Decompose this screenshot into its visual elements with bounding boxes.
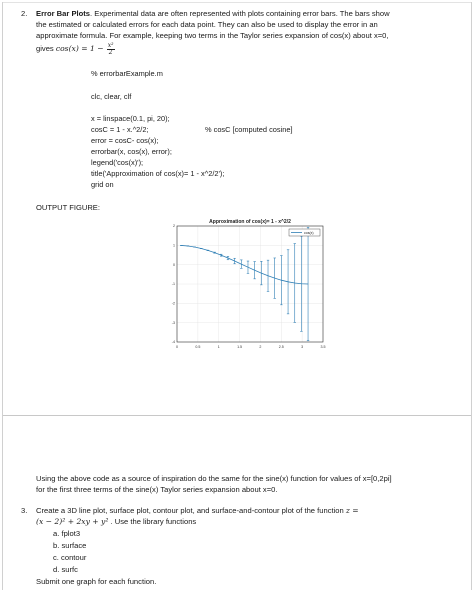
task-line-2: for the first three terms of the sine(x) Taylor series expansion about x=0. [36,485,278,494]
x-tick-label: 2 [259,345,262,349]
question-2-intro-line-1: Error Bar Plots. Experimental data are often represented with plots containing error bars. The bars show [36,9,390,18]
x-tick-label: 0 [176,345,178,349]
question-3-line-2: (x − 2)² + 2xy + y² . Use the library functions [36,517,197,526]
x-tick-label: 3.5 [320,345,326,349]
x-tick-label: 1 [217,345,220,349]
code-grid: grid on [91,180,114,189]
x-tick-label: 0.5 [195,345,201,349]
code-title: title('Approximation of cos(x)= 1 - x^2/2'); [91,169,225,178]
code-errorbar: errorbar(x, cos(x), error); [91,147,172,156]
y-tick-label: -2 [171,301,175,306]
question-2-formula-line: gives cos(x) = 1 − $\frac{\text{x²}}{2}$ [36,41,114,56]
code-cosc: cosC = 1 - x.^2/2; [91,125,149,134]
chart-title: Approximation of cos(x)= 1 - x^2/2 [209,219,291,225]
code-error: error = cosC- cos(x); [91,136,159,145]
y-tick-label: 2 [173,224,175,229]
errorbar-figure [163,214,333,354]
formula-fraction: $\frac{\text{x²}}{2}$ [107,41,114,56]
question-3-number: 3. [21,506,28,515]
function-formula: (x − 2)² + 2xy + y² [36,517,109,526]
code-clear: clc, clear, clf [91,92,132,101]
question-3-line-1: Create a 3D line plot, surface plot, contour plot, and surface-and-contour plot of the function z = [36,506,359,515]
list-item-c: c. contour [53,553,87,562]
y-tick-label: 0 [173,262,175,267]
x-tick-label: 2.5 [278,345,284,349]
task-line-1: Using the above code as a source of inspiration do the same for the sine(x) function for values of x=[0,2pi] [36,474,392,483]
x-tick-label: 3 [301,345,304,349]
y-tick-label: -1 [171,282,175,287]
code-legend: legend('cos(x)'); [91,158,144,167]
top-divider [3,2,471,3]
submit-instruction: Submit one graph for each function. [36,577,157,586]
chart-legend [289,229,320,236]
question-2-intro-line-3: approximate formula. For example, keeping two terms in the Taylor series expansion of cos(x) about x=0, [36,31,389,40]
list-item-d: d. surfc [53,565,78,574]
list-item-a: a. fplot3 [53,529,81,538]
legend-label: cos(x) [304,231,314,235]
y-tick-label: -4 [171,340,175,345]
output-figure-label: OUTPUT FIGURE: [36,203,100,212]
question-2-intro-line-2: the estimated or calculated errors for each data point. They can also be used to display the error in an [36,20,378,29]
question-2-title: Error Bar Plots [36,9,91,18]
x-tick-label: 1.5 [237,345,243,349]
section-divider [3,415,471,416]
code-comment-filename: % errorbarExample.m [91,69,163,78]
code-cosc-comment: % cosC [computed cosine] [205,125,293,134]
y-tick-label: -3 [171,320,175,325]
question-2-number: 2. [21,9,28,18]
document-page [2,2,472,590]
taylor-formula: cos(x) = 1 − [55,44,104,53]
list-item-b: b. surface [53,541,87,550]
code-linspace: x = linspace(0.1, pi, 20); [91,114,170,123]
y-tick-label: 1 [173,243,175,248]
